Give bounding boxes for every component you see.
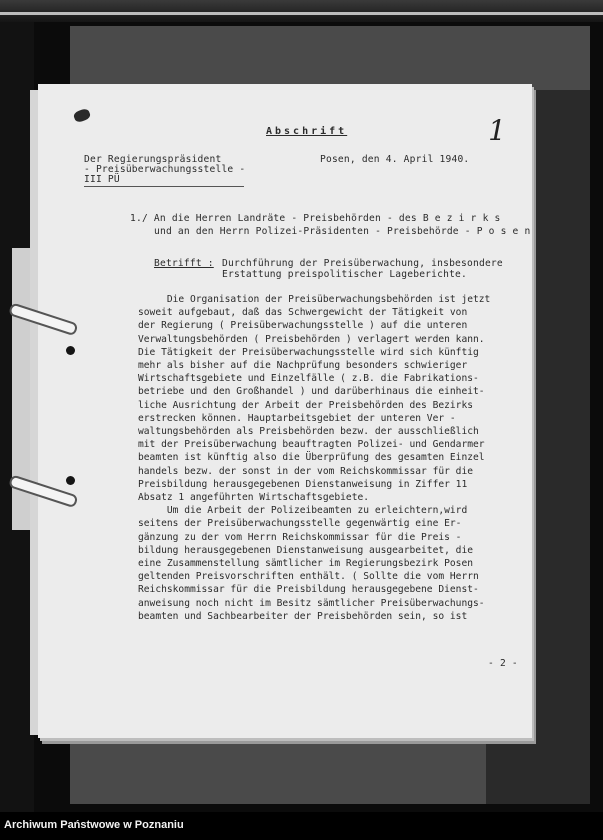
body-line: Die Organisation der Preisüberwachungsbehörden ist jetzt [138,294,491,305]
document-heading: Abschrift [266,126,348,137]
body-line: Um die Arbeit der Polizeibeamten zu erleichtern,wird [138,505,468,517]
body-line: soweit aufgebaut, daß das Schwergewicht der Tätigkeit von [138,307,468,319]
body-line: gänzung zu der vom Herrn Reichskommissar für die Preis - [138,531,462,543]
top-strip [0,0,603,22]
betrifft-line-2: Erstattung preispolitischer Lageberichte. [222,269,468,280]
body-line: Die Tätigkeit der Preisüberwachungsstelle wird sich künftig [138,346,479,358]
punch-hole [66,346,75,355]
body-line: Verwaltungsbehörden ( Preisbehörden ) verlagert werden kann. [138,333,485,345]
body-line: handels bezw. der sonst in der vom Reichskommissar für die [138,465,474,477]
body-line: geltenden Preisvorschriften enthält. ( Sollte die vom Herrn [138,571,479,583]
betrifft-line-1: Durchführung der Preisüberwachung, insbesondere [222,258,503,269]
body-line: Preisbildung herausgegebenen Dienstanweisung in Ziffer 11 [138,478,468,490]
body-line: mehr als bisher auf die Nachprüfung besonders schwieriger [138,360,468,371]
body-line: Wirtschaftsgebiete und Einzelfälle ( z.B. die Fabrikations- [138,373,479,385]
body-line: beamten ist künftig also die Überprüfung des gesamten Einzel [138,452,485,464]
sender-line-1: Der Regierungspräsident [84,154,222,165]
body-line: seitens der Preisüberwachungsstelle gegenwärtig eine Er- [138,518,462,530]
body-line: bildung herausgegebenen Dienstanweisung ausgearbeitet, die [138,544,474,556]
body-line: Reichskommissar für die Preisbildung herausgegebene Dienst- [138,584,479,596]
ink-blot [73,108,92,124]
sender-underline [84,186,244,187]
document-page [38,84,532,738]
archive-name: Archiwum Państwowe w Poznaniu [4,819,184,831]
body-line: beamten und Sachbearbeiter der Preisbehörden sein, so ist [138,610,468,622]
handwritten-page-number: 1 [488,114,506,147]
footer-bar [0,812,603,840]
recipient-line-2: und an den Herrn Polizei-Präsidenten - Preisbehörde - P o s e n [154,226,531,237]
body-line: eine Zusammenstellung sämtlicher im Regierungsbezirk Posen [138,558,474,569]
sender-line-3: III PÜ [84,174,120,185]
recipient-line-1: 1./ An die Herren Landräte - Preisbehörden - des B e z i r k s [130,213,501,224]
body-line: betriebe und den Großhandel ) und darüberhinaus die einheit- [138,386,485,398]
body-line: erstrecken können. Hauptarbeitsgebiet der unteren Ver - [138,412,456,424]
betrifft-label: Betrifft : [154,258,214,269]
body-line: anweisung noch nicht im Besitz sämtlicher Preisüberwachungs- [138,597,485,609]
body-line: waltungsbehörden als Preisbehörden bezw. der ausschließlich [138,426,479,437]
body-line: mit der Preisüberwachung beauftragten Polizei- und Gendarmer [138,439,485,451]
place-date: Posen, den 4. April 1940. [320,154,470,165]
body-line: der Regierung ( Preisüberwachungsstelle ) auf die unteren [138,320,468,332]
sender-line-2: - Preisüberwachungsstelle - [84,164,246,175]
continuation-marker: - 2 - [488,658,518,669]
body-line: liche Ausrichtung der Arbeit der Preisbehörden des Bezirks [138,399,474,411]
body-line: Absatz 1 angeführten Wirtschaftsgebiete. [138,492,370,503]
punch-hole [66,476,75,485]
